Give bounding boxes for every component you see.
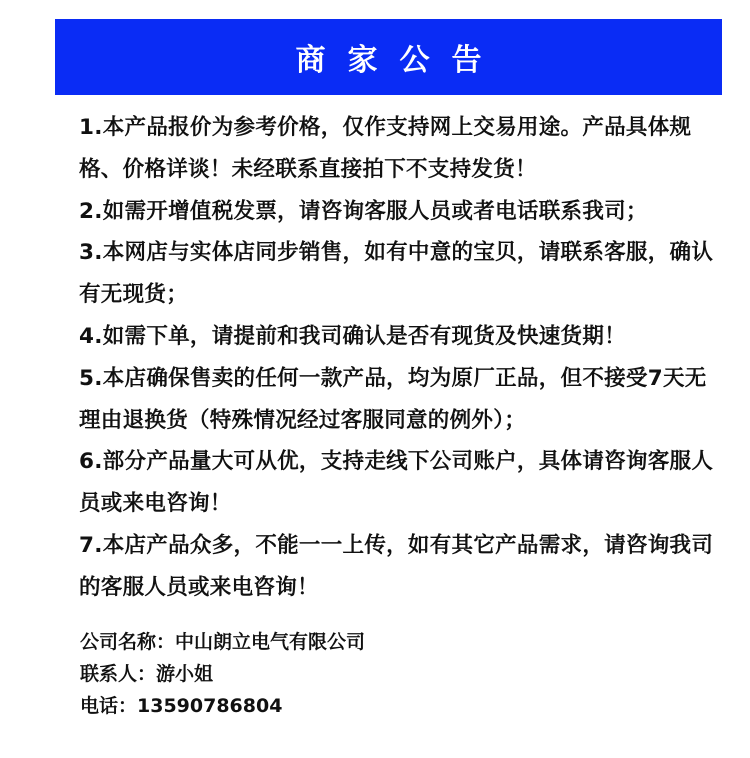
notice-item-5: 5.本店确保售卖的任何一款产品，均为原厂正品，但不接受7天无理由退换货（特殊情况经过客服同意的例外）； bbox=[79, 365, 707, 433]
phone-number: 电话：13590786804 bbox=[80, 695, 283, 717]
notice-item-7: 7.本店产品众多，不能一一上传，如有其它产品需求，请咨询我司的客服人员或来电咨询！ bbox=[79, 532, 714, 600]
company-name: 公司名称：中山朗立电气有限公司 bbox=[80, 631, 366, 653]
page-title: 商家公告 bbox=[295, 43, 504, 78]
notice-item-6: 6.部分产品量大可从优，支持走线下公司账户，具体请咨询客服人员或来电咨询！ bbox=[79, 449, 714, 517]
notice-item-3: 3.本网店与实体店同步销售，如有中意的宝贝，请联系客服，确认有无现货； bbox=[79, 240, 714, 308]
notice-list bbox=[79, 107, 719, 609]
contact-person: 联系人：游小姐 bbox=[80, 663, 214, 685]
notice-item-2: 2.如需开增值税发票，请咨询客服人员或者电话联系我司； bbox=[79, 198, 648, 224]
header-banner bbox=[55, 19, 722, 95]
notice-item-1: 1.本产品报价为参考价格，仅作支持网上交易用途。产品具体规格、价格详谈！未经联系直接拍下不支持发货！ bbox=[79, 115, 692, 182]
notice-item-4: 4.如需下单，请提前和我司确认是否有现货及快速货期！ bbox=[79, 323, 626, 349]
contact-info bbox=[80, 626, 700, 722]
